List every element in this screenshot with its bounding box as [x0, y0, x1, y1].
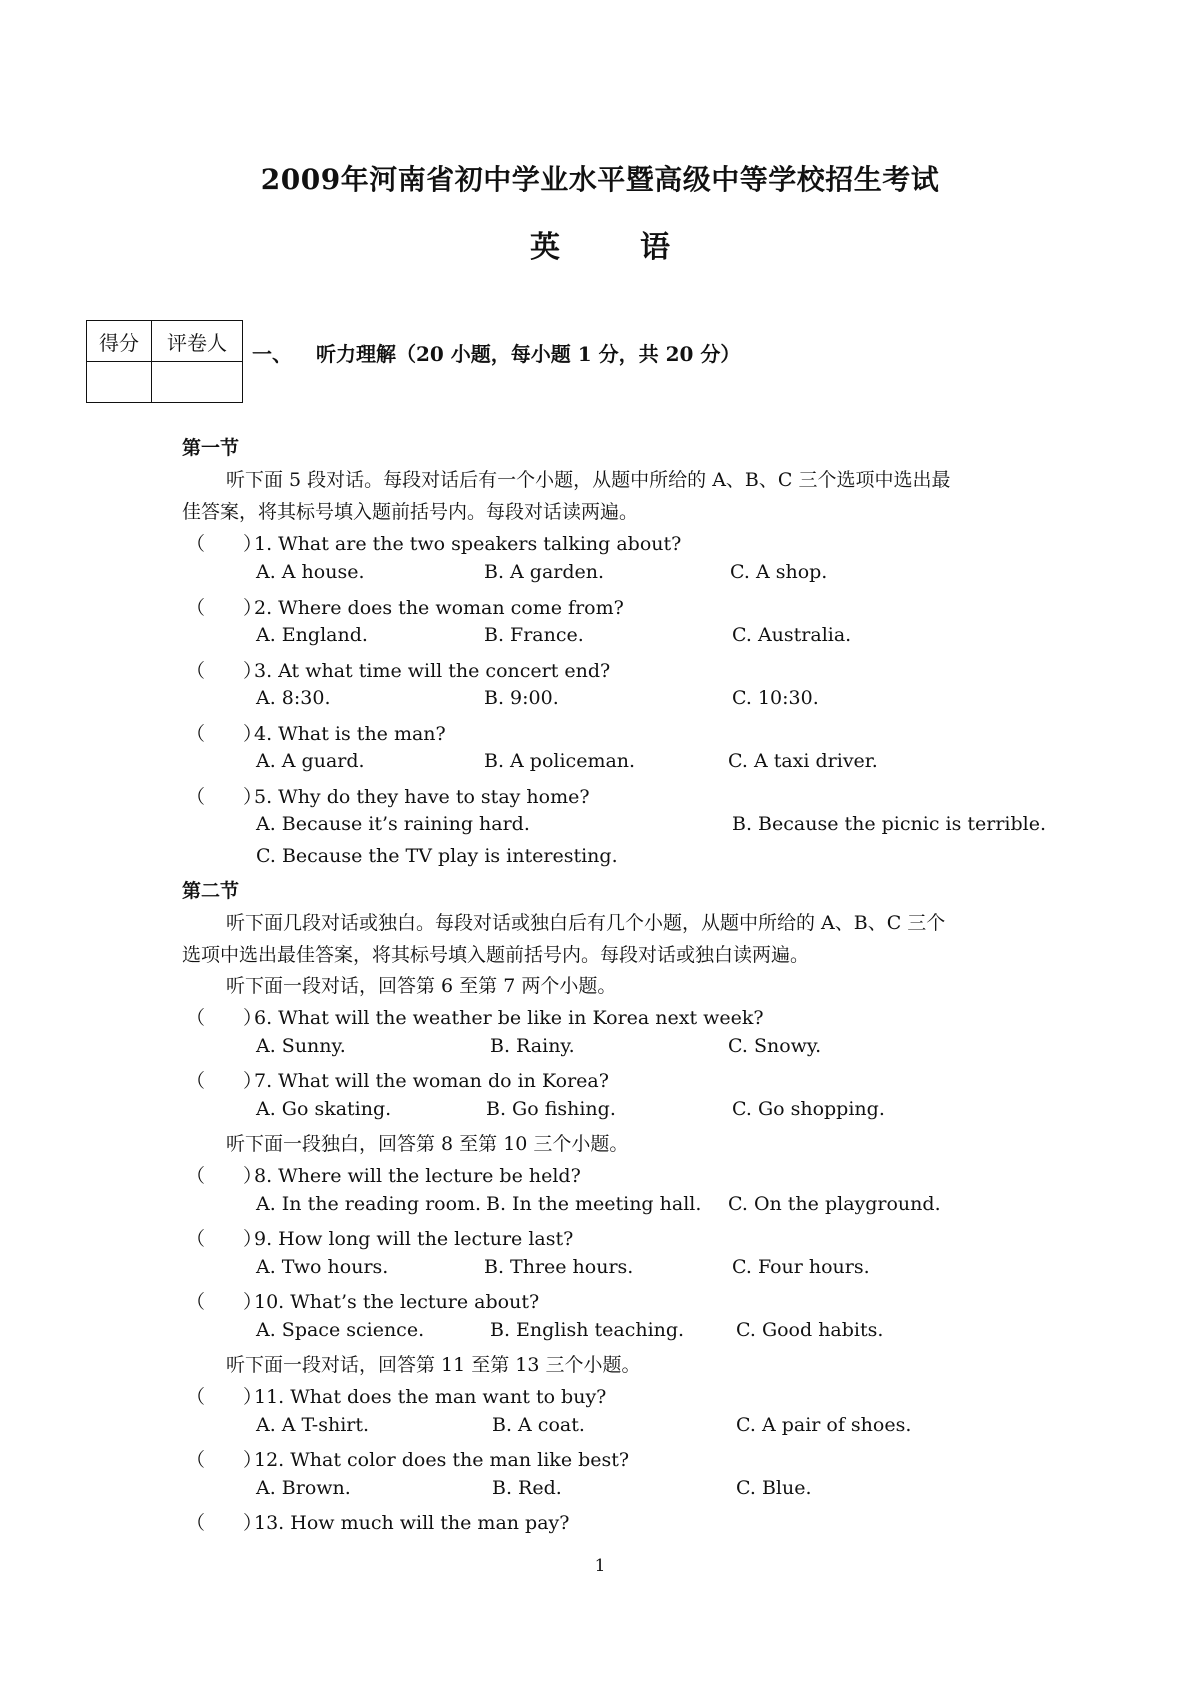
- option-c: C. Because the TV play is interesting.: [256, 845, 618, 867]
- section2-title: 第二节: [182, 880, 240, 902]
- grader-header: 评卷人: [152, 321, 243, 362]
- question-11: [186, 1382, 606, 1409]
- question-text: 5. Why do they have to stay home?: [254, 786, 590, 808]
- question-text: 4. What is the man?: [254, 723, 446, 745]
- option-c: C. Go shopping.: [732, 1098, 885, 1120]
- option-a: A. A house.: [256, 561, 365, 583]
- option-b: B. Because the picnic is terrible.: [732, 813, 1047, 835]
- grader-cell[interactable]: [152, 362, 243, 403]
- option-c: C. Australia.: [732, 624, 852, 646]
- question-text: 13. How much will the man pay?: [254, 1512, 570, 1534]
- question-4: [186, 719, 446, 746]
- option-b: B. A policeman.: [484, 750, 636, 772]
- answer-blank[interactable]: （ ）: [186, 660, 263, 682]
- question-text: 2. Where does the woman come from?: [254, 597, 624, 619]
- option-a: A. Sunny.: [256, 1035, 346, 1057]
- answer-blank[interactable]: （ ）: [186, 1449, 263, 1471]
- option-b: B. 9:00.: [484, 687, 559, 709]
- option-c: C. Good habits.: [736, 1319, 884, 1341]
- subject-title: [0, 222, 1200, 266]
- answer-blank[interactable]: （ ）: [186, 723, 263, 745]
- question-text: 11. What does the man want to buy?: [254, 1386, 607, 1408]
- question-6: [186, 1003, 764, 1030]
- answer-blank[interactable]: （ ）: [186, 1291, 263, 1313]
- monologue-intro: 听下面一段独白，回答第 8 至第 10 三个小题。: [226, 1133, 629, 1155]
- dialogue-intro-2: 听下面一段对话，回答第 11 至第 13 三个小题。: [226, 1354, 641, 1376]
- question-9: [186, 1224, 573, 1251]
- part-number: 一、: [252, 342, 292, 366]
- part-heading: [252, 338, 740, 367]
- answer-blank[interactable]: （ ）: [186, 1228, 263, 1250]
- score-cell[interactable]: [87, 362, 152, 403]
- option-c: C. A pair of shoes.: [736, 1414, 912, 1436]
- question-3: [186, 656, 610, 683]
- option-b: B. France.: [484, 624, 584, 646]
- answer-blank[interactable]: （ ）: [186, 1007, 263, 1029]
- question-text: 12. What color does the man like best?: [254, 1449, 630, 1471]
- option-c: C. A taxi driver.: [728, 750, 878, 772]
- section2-instruction-1: 听下面几段对话或独白。每段对话或独白后有几个小题，从题中所给的 A、B、C 三个: [226, 912, 946, 934]
- option-b: B. English teaching.: [490, 1319, 685, 1341]
- question-8: [186, 1161, 581, 1188]
- option-c: C. On the playground.: [728, 1193, 941, 1215]
- question-text: 8. Where will the lecture be held?: [254, 1165, 581, 1187]
- answer-blank[interactable]: （ ）: [186, 1512, 263, 1534]
- question-1: [186, 529, 681, 556]
- option-a: A. Space science.: [256, 1319, 425, 1341]
- answer-blank[interactable]: （ ）: [186, 597, 263, 619]
- section1-title: 第一节: [182, 437, 240, 459]
- answer-blank[interactable]: （ ）: [186, 1070, 263, 1092]
- question-text: 1. What are the two speakers talking about?: [254, 533, 682, 555]
- section1-instruction-2: 佳答案，将其标号填入题前括号内。每段对话读两遍。: [182, 501, 639, 523]
- option-a: A. A guard.: [256, 750, 365, 772]
- option-b: B. In the meeting hall.: [486, 1193, 702, 1215]
- option-c: C. A shop.: [730, 561, 828, 583]
- option-a: A. In the reading room.: [256, 1193, 482, 1215]
- question-5: [186, 782, 590, 809]
- answer-blank[interactable]: （ ）: [186, 1165, 263, 1187]
- question-10: [186, 1287, 539, 1314]
- option-a: A. A T-shirt.: [256, 1414, 370, 1436]
- subject-char-2: 语: [640, 230, 670, 265]
- option-a: A. Two hours.: [256, 1256, 389, 1278]
- question-text: 6. What will the weather be like in Korea next week?: [254, 1007, 764, 1029]
- option-a: A. England.: [256, 624, 368, 646]
- option-b: B. A garden.: [484, 561, 605, 583]
- score-table: [86, 320, 243, 403]
- section2-instruction-2: 选项中选出最佳答案，将其标号填入题前括号内。每段对话或独白读两遍。: [182, 944, 810, 966]
- part-heading-text: 听力理解（20 小题，每小题 1 分，共 20 分）: [316, 342, 741, 366]
- question-text: 10. What’s the lecture about?: [254, 1291, 540, 1313]
- question-text: 7. What will the woman do in Korea?: [254, 1070, 609, 1092]
- option-c: C. Blue.: [736, 1477, 812, 1499]
- answer-blank[interactable]: （ ）: [186, 786, 263, 808]
- option-b: B. Go fishing.: [486, 1098, 616, 1120]
- section1-instruction-1: 听下面 5 段对话。每段对话后有一个小题，从题中所给的 A、B、C 三个选项中选出最: [226, 469, 951, 491]
- option-b: B. Three hours.: [484, 1256, 634, 1278]
- question-text: 9. How long will the lecture last?: [254, 1228, 574, 1250]
- question-13: [186, 1508, 569, 1535]
- answer-blank[interactable]: （ ）: [186, 1386, 263, 1408]
- answer-blank[interactable]: （ ）: [186, 533, 263, 555]
- question-7: [186, 1066, 609, 1093]
- exam-title: 2009年河南省初中学业水平暨高级中等学校招生考试: [260, 163, 940, 196]
- question-2: [186, 593, 624, 620]
- subject-char-1: 英: [530, 230, 560, 265]
- question-12: [186, 1445, 629, 1472]
- option-b: B. A coat.: [492, 1414, 585, 1436]
- option-a: A. Because it’s raining hard.: [256, 813, 530, 835]
- question-text: 3. At what time will the concert end?: [254, 660, 611, 682]
- option-b: B. Rainy.: [490, 1035, 575, 1057]
- option-c: C. Snowy.: [728, 1035, 822, 1057]
- option-a: A. Brown.: [256, 1477, 351, 1499]
- option-a: A. Go skating.: [256, 1098, 392, 1120]
- score-header: 得分: [87, 321, 152, 362]
- option-b: B. Red.: [492, 1477, 562, 1499]
- option-c: C. Four hours.: [732, 1256, 870, 1278]
- dialogue-intro-1: 听下面一段对话，回答第 6 至第 7 两个小题。: [226, 975, 617, 997]
- option-a: A. 8:30.: [256, 687, 331, 709]
- page-number: 1: [594, 1556, 606, 1576]
- option-c: C. 10:30.: [732, 687, 819, 709]
